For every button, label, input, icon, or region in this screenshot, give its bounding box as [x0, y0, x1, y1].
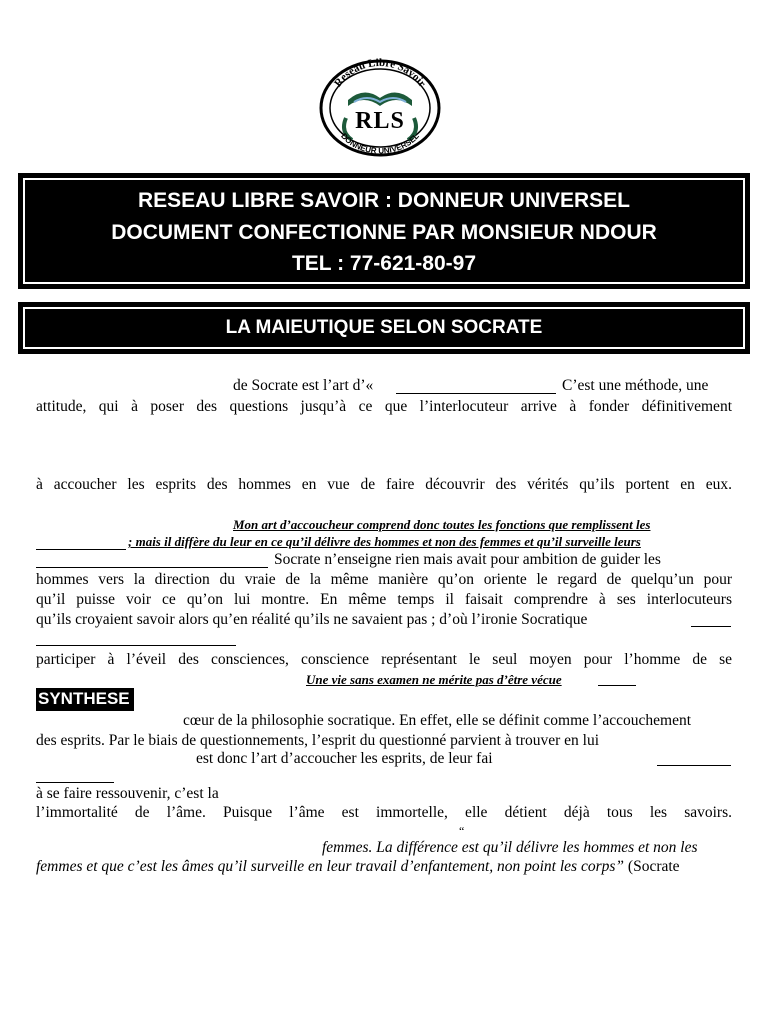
header-line-2: DOCUMENT CONFECTIONNE PAR MONSIEUR NDOUR	[111, 221, 657, 244]
quote-2: ; mais il diffère du leur en ce qu’il délivre des hommes et non des femmes et qu’il surveille leurs	[128, 534, 641, 549]
synthese-line-8-quote: femmes et que c’est les âmes qu’il surveille en leur travail d’enfantement, non point les corps”	[36, 858, 625, 875]
p1-line-1a: de Socrate est l’art d’«	[233, 377, 374, 394]
logo-letters: RLS	[355, 108, 405, 134]
p3-line-4: qu’ils croyaient savoir alors qu’en réalité qu’ils ne savaient pas ; d’où l’ironie Socratique	[36, 611, 588, 628]
synthese-line-1: cœur de la philosophie socratique. En effet, elle se définit comme l’accouchement	[183, 712, 692, 729]
p3-blank-3	[36, 645, 236, 646]
p1-blank-1	[396, 393, 556, 394]
logo-motto: DONNEUR UNIVERSEL	[339, 131, 421, 156]
synthese-line-2: des esprits. Par le biais de questionnements, l’esprit du questionné parvient à trouver en lui	[36, 732, 600, 749]
p2-line: à accoucher les esprits des hommes en vue de faire découvrir des vérités qu’ils portent en eux.	[36, 476, 732, 493]
p3-line-2: hommes vers la direction du vraie de la même manière qu’on oriente le regard de quelqu’un pour	[36, 571, 732, 588]
synthese-line-7: femmes. La différence est qu’il délivre les hommes et non les	[322, 839, 698, 856]
synthese-line-4: à se faire ressouvenir, c’est la	[36, 785, 219, 802]
title-banner	[18, 302, 750, 354]
quote-3-tail	[598, 685, 636, 686]
p3-blank-1	[36, 567, 268, 568]
rls-logo	[318, 56, 442, 158]
quote-3: Une vie sans examen ne mérite pas d’être vécue	[306, 672, 562, 687]
header-line-1: RESEAU LIBRE SAVOIR : DONNEUR UNIVERSEL	[138, 189, 630, 212]
header-line-3: TEL : 77-621-80-97	[291, 252, 477, 275]
p4-line: participer à l’éveil des consciences, conscience représentant le seul moyen pour l’homme de se	[36, 651, 732, 668]
p3-line-1: Socrate n’enseigne rien mais avait pour ambition de guider les	[274, 551, 661, 568]
synthese-blank-1	[657, 765, 731, 766]
synthese-line-8-source: (Socrate	[624, 858, 680, 875]
logo-arc-text: Reseau Libre Savoir	[332, 56, 429, 90]
page-title: LA MAIEUTIQUE SELON SOCRATE	[225, 317, 543, 338]
synthese-label: SYNTHESE	[36, 688, 134, 711]
p3-blank-2	[691, 626, 731, 627]
synthese-line-3: est donc l’art d’accoucher les esprits, de leur fai	[196, 750, 493, 767]
header-banner	[18, 173, 750, 289]
synthese-open-quote: “	[459, 824, 465, 838]
quote-blank	[36, 549, 126, 550]
quote-1: Mon art d’accoucheur comprend donc toutes les fonctions que remplissent les	[233, 517, 651, 532]
p1-line-1b: C’est une méthode, une	[562, 377, 709, 394]
p3-line-3: qu’il puisse voir ce qu’on lui montre. En même temps il faisait comprendre à ses interlocuteurs	[36, 591, 732, 608]
synthese-line-5: l’immortalité de l’âme. Puisque l’âme est immortelle, elle détient déjà tous les savoirs.	[36, 804, 732, 821]
synthese-blank-2	[36, 782, 114, 783]
synthese-line-8	[36, 857, 680, 876]
p1-line-2: attitude, qui à poser des questions jusqu’à ce que l’interlocuteur arrive à fonder définitivement	[36, 398, 732, 415]
